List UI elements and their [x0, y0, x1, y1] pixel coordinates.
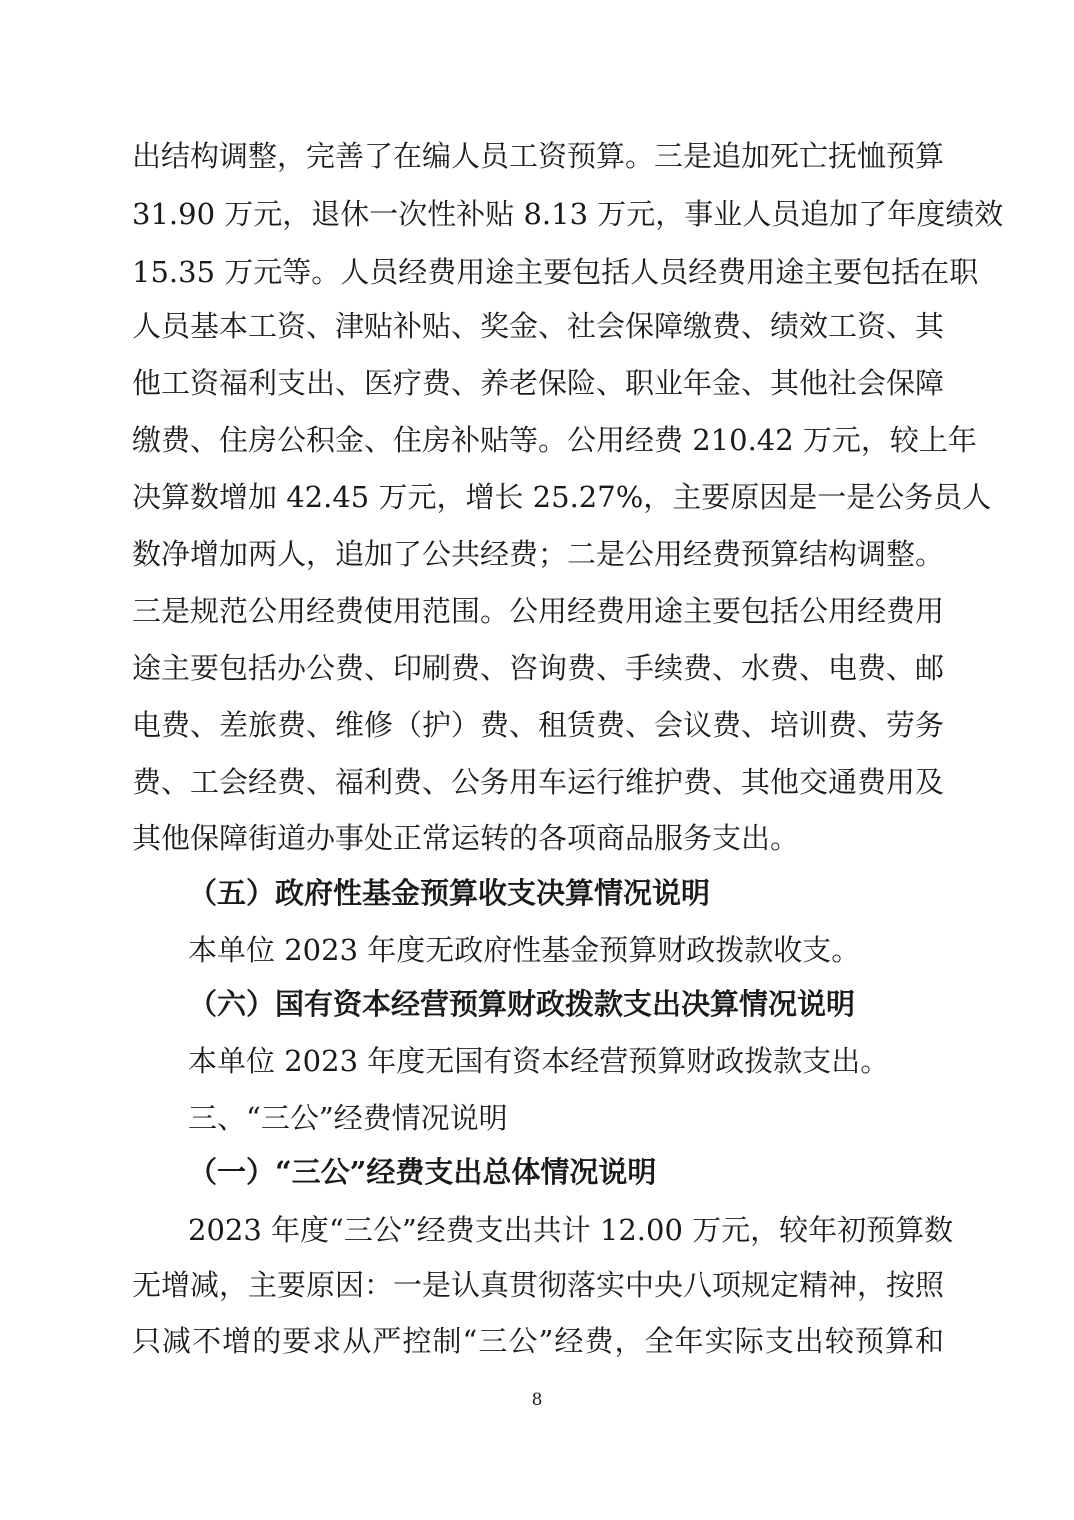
paragraph-line: 31.90 万元，退休一次性补贴 8.13 万元，事业人员追加了年度绩效: [132, 197, 1004, 231]
paragraph-line: 电费、差旅费、维修（护）费、租赁费、会议费、培训费、劳务: [132, 708, 945, 742]
paragraph-5: 本单位 2023 年度无政府性基金预算财政拨款收支。: [188, 933, 861, 967]
paragraph-line: 出结构调整，完善了在编人员工资预算。三是追加死亡抚恤预算: [132, 139, 945, 173]
section-heading-6: （六）国有资本经营预算财政拨款支出决算情况说明: [188, 987, 856, 1021]
paragraph-line: 数净增加两人，追加了公共经费；二是公用经费预算结构调整。: [132, 537, 945, 571]
section-heading-3: 三、“三公”经费情况说明: [188, 1101, 508, 1135]
paragraph-line: 三是规范公用经费使用范围。公用经费用途主要包括公用经费用: [132, 594, 945, 628]
paragraph-line: 其他保障街道办事处正常运转的各项商品服务支出。: [132, 821, 800, 855]
paragraph-6: 本单位 2023 年度无国有资本经营预算财政拨款支出。: [188, 1044, 890, 1078]
paragraph-line: 2023 年度“三公”经费支出共计 12.00 万元，较年初预算数: [188, 1213, 954, 1247]
paragraph-line: 他工资福利支出、医疗费、养老保险、职业年金、其他社会保障: [132, 366, 945, 400]
paragraph-line: 只减不增的要求从严控制“三公”经费，全年实际支出较预算和: [132, 1324, 944, 1358]
paragraph-line: 途主要包括办公费、印刷费、咨询费、手续费、水费、电费、邮: [132, 651, 945, 685]
paragraph-line: 无增减，主要原因：一是认真贯彻落实中央八项规定精神，按照: [132, 1268, 945, 1302]
paragraph-line: 缴费、住房公积金、住房补贴等。公用经费 210.42 万元，较上年: [132, 423, 977, 457]
section-heading-5: （五）政府性基金预算收支决算情况说明: [188, 876, 711, 910]
subsection-heading-3-1: （一）“三公”经费支出总体情况说明: [188, 1155, 657, 1189]
paragraph-line: 人员基本工资、津贴补贴、奖金、社会保障缴费、绩效工资、其: [132, 309, 945, 343]
paragraph-line: 15.35 万元等。人员经费用途主要包括人员经费用途主要包括在职: [132, 255, 979, 289]
page-number: 8: [531, 1390, 543, 1410]
paragraph-line: 决算数增加 42.45 万元，增长 25.27%，主要原因是一是公务员人: [132, 480, 992, 514]
paragraph-line: 费、工会经费、福利费、公务用车运行维护费、其他交通费用及: [132, 765, 945, 799]
